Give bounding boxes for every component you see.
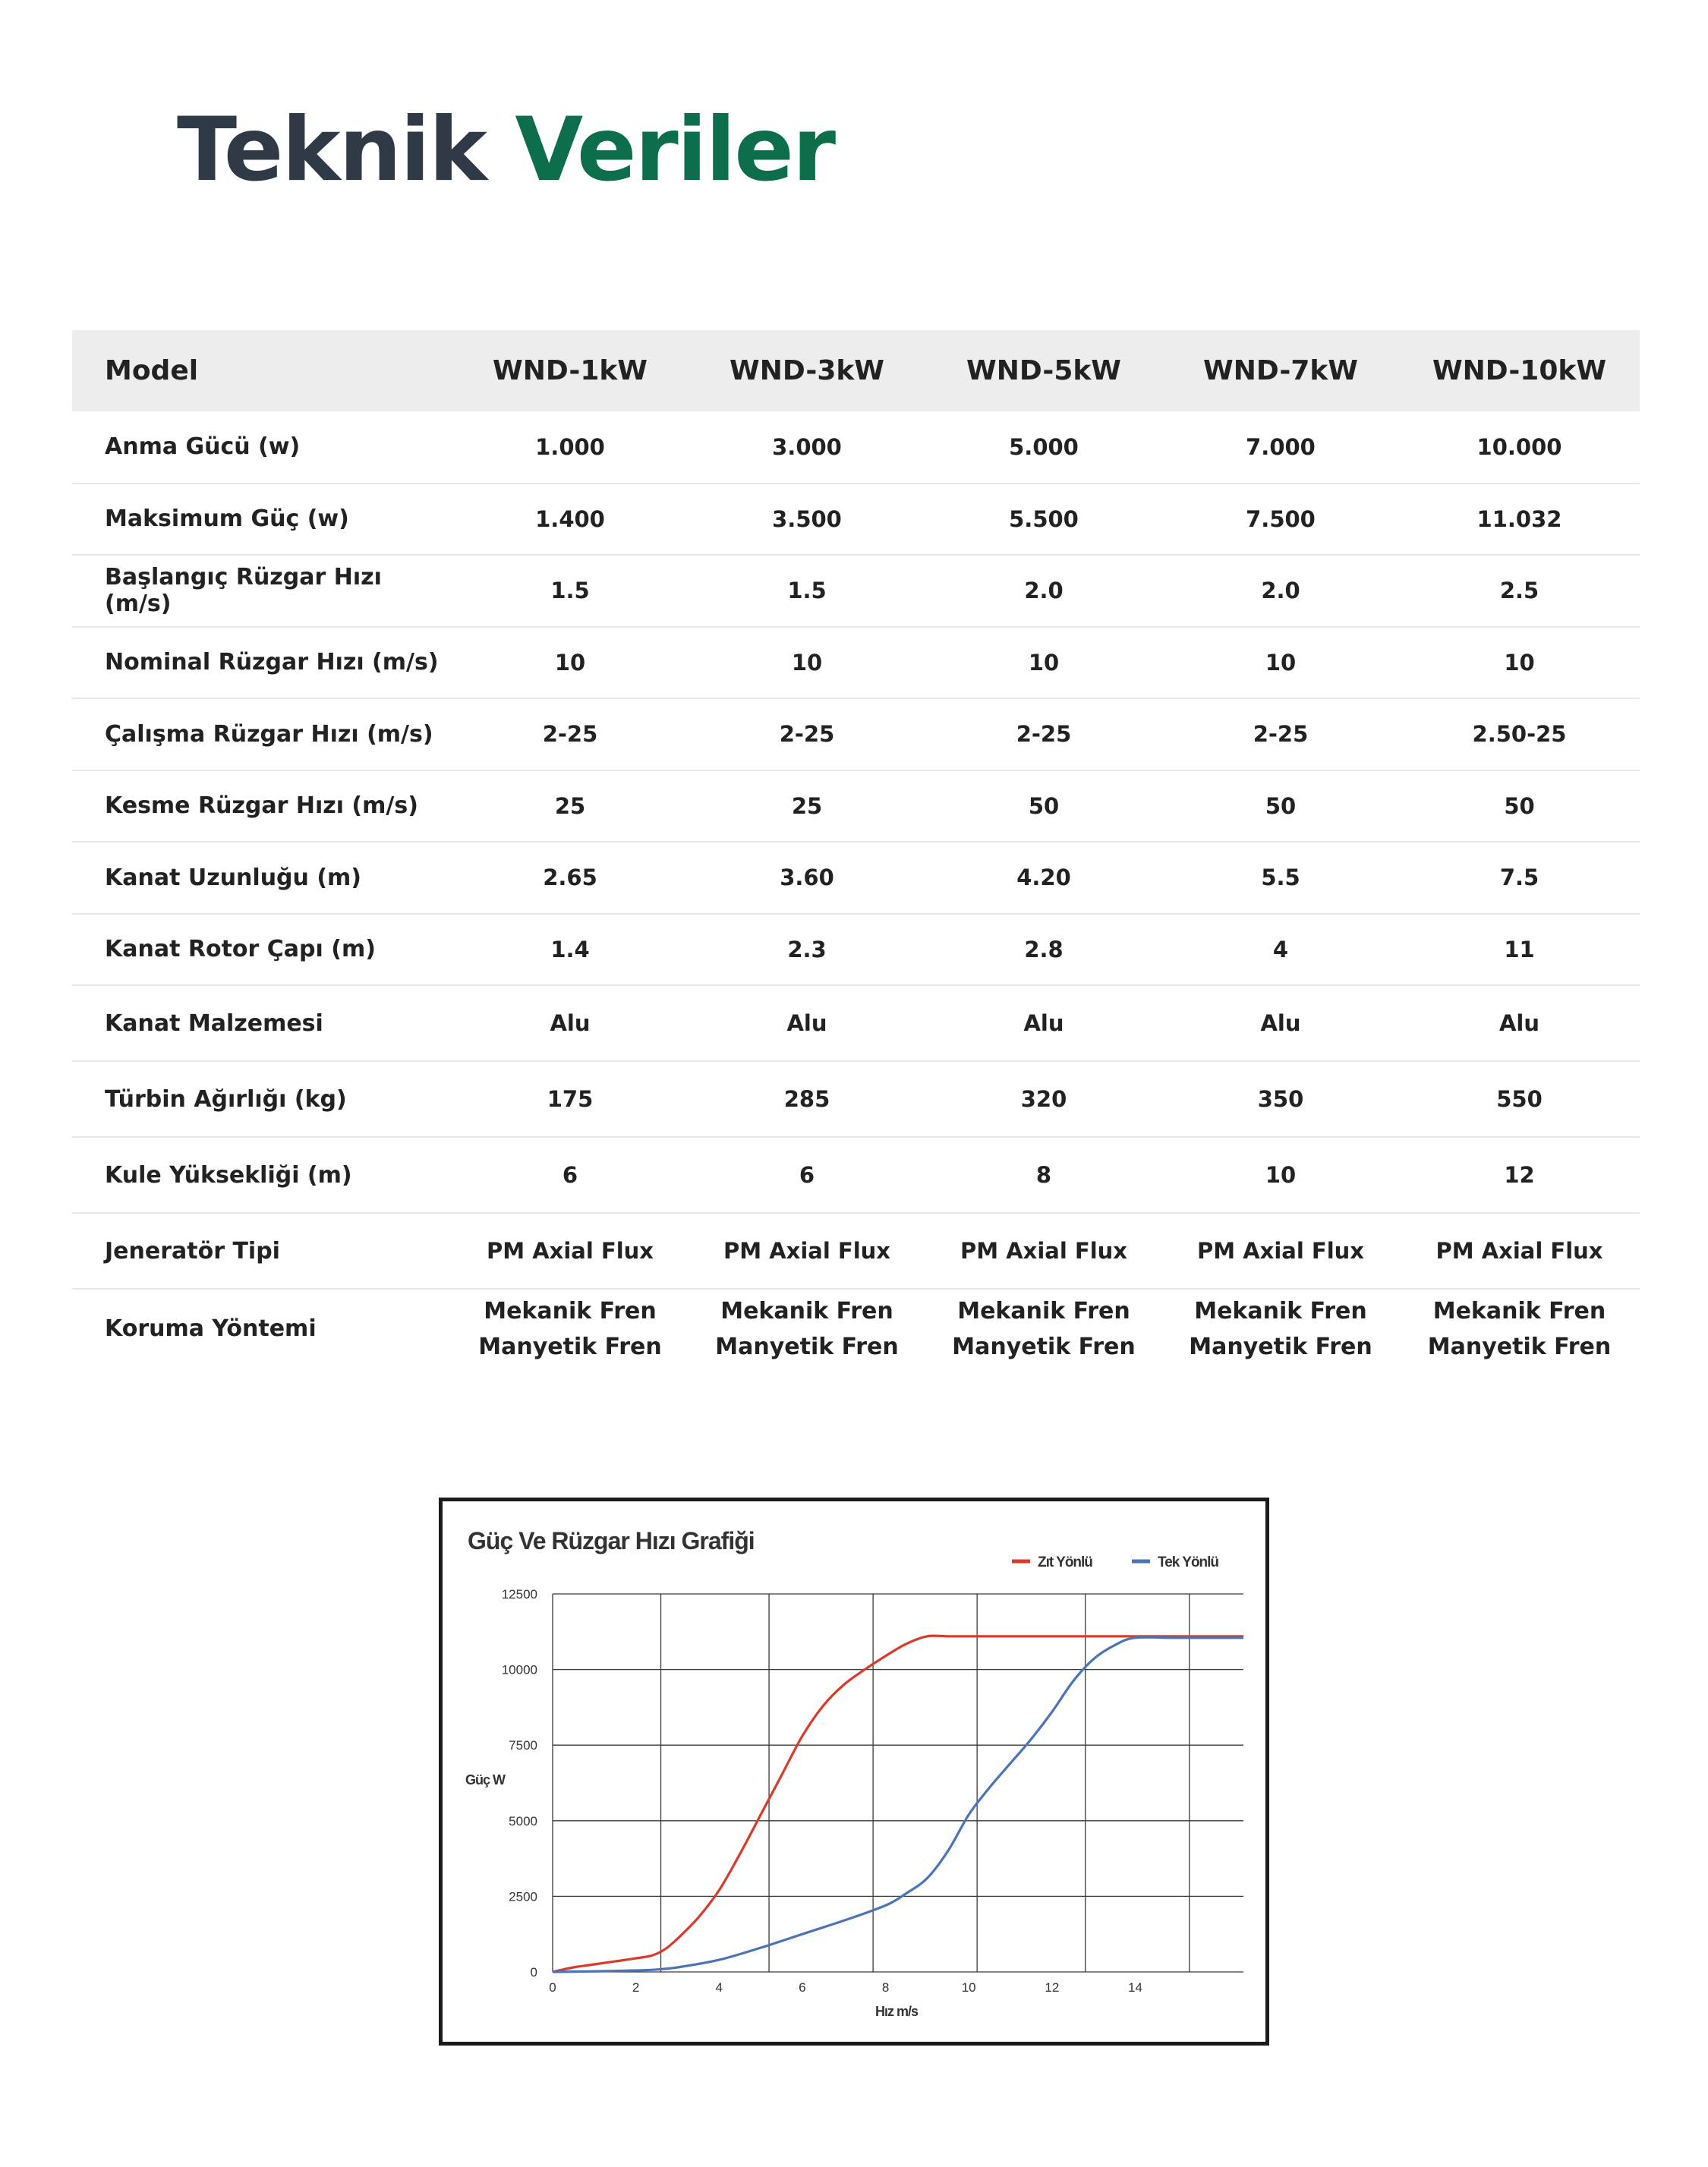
table-cell: 50: [1399, 770, 1640, 843]
table-cell: 2-25: [925, 698, 1162, 770]
table-cell: 1.4: [452, 914, 689, 986]
x-tick-label: 2: [632, 1980, 640, 1995]
row-label: Nominal Rüzgar Hızı (m/s): [72, 627, 452, 699]
table-cell: [1399, 1289, 1640, 1368]
row-label: Koruma Yöntemi: [105, 1315, 317, 1342]
y-axis-label: Güç W: [465, 1772, 505, 1787]
table-row: [72, 770, 1640, 843]
table-cell: 6: [452, 1137, 689, 1213]
table-cell: 2.0: [1162, 555, 1399, 627]
legend-label: Tek Yönlü: [1158, 1554, 1219, 1570]
table-row: [72, 985, 1640, 1061]
table-row: [72, 698, 1640, 770]
table-cell: 11: [1399, 914, 1640, 986]
chart-title: Güç Ve Rüzgar Hızı Grafiği: [468, 1527, 755, 1554]
row-label: Başlangıç Rüzgar Hızı (m/s): [72, 555, 452, 627]
y-tick-label: 12500: [501, 1587, 537, 1602]
table-cell: 4: [1162, 914, 1399, 986]
table-cell: [1162, 1289, 1399, 1368]
spec-table-header: [72, 330, 1640, 411]
protection-line1: Mekanik Fren: [720, 1297, 893, 1324]
table-cell: 25: [689, 770, 925, 843]
series-line-tek-yonlu: [553, 1637, 1243, 1972]
protection-line1: Mekanik Fren: [1432, 1297, 1606, 1324]
x-axis-label: Hız m/s: [874, 2004, 919, 2019]
table-cell: 7.500: [1162, 483, 1399, 556]
table-row: [72, 1137, 1640, 1213]
protection-line1: Mekanik Fren: [957, 1297, 1130, 1324]
table-cell: PM Axial Flux: [452, 1213, 689, 1289]
table-cell: PM Axial Flux: [1399, 1213, 1640, 1289]
x-tick-label: 8: [881, 1980, 890, 1995]
row-label: Kanat Rotor Çapı (m): [72, 914, 452, 986]
table-cell: 25: [452, 770, 689, 843]
table-cell: 3.000: [689, 411, 925, 483]
table-cell: 7.5: [1399, 842, 1640, 914]
table-cell: Alu: [689, 985, 925, 1061]
table-cell: Alu: [925, 985, 1162, 1061]
table-cell: 10: [1399, 627, 1640, 699]
protection-line2: Manyetik Fren: [952, 1333, 1136, 1360]
power-wind-chart: [439, 1498, 1269, 2046]
table-cell: 10: [1162, 627, 1399, 699]
table-cell: 10: [925, 627, 1162, 699]
table-cell: 10: [689, 627, 925, 699]
table-row-protection: [72, 1289, 1640, 1368]
x-tick-label: 12: [1045, 1980, 1060, 1995]
row-label: Kanat Malzemesi: [72, 985, 452, 1061]
table-cell: 50: [1162, 770, 1399, 843]
table-cell: PM Axial Flux: [1162, 1213, 1399, 1289]
table-row: [72, 555, 1640, 627]
table-cell: 3.60: [689, 842, 925, 914]
y-tick-label: 10000: [501, 1662, 537, 1677]
title-word-teknik: Teknik: [177, 99, 487, 201]
header-model: WND-1kW: [492, 355, 648, 386]
table-cell: 5.500: [925, 483, 1162, 556]
table-cell: 320: [925, 1061, 1162, 1137]
table-cell: 2.5: [1399, 555, 1640, 627]
table-cell: [452, 1289, 689, 1368]
table-row: [72, 1061, 1640, 1137]
table-row: [72, 842, 1640, 914]
spec-table: [72, 330, 1640, 1368]
table-cell: 3.500: [689, 483, 925, 556]
row-label: Maksimum Güç (w): [72, 483, 452, 556]
table-cell: Alu: [452, 985, 689, 1061]
table-cell: 2.50-25: [1399, 698, 1640, 770]
row-label: Anma Gücü (w): [72, 411, 452, 483]
x-tick-label: 10: [961, 1980, 976, 1995]
table-cell: 2.8: [925, 914, 1162, 986]
x-tick-label: 14: [1128, 1980, 1142, 1995]
protection-line1: Mekanik Fren: [1194, 1297, 1367, 1324]
table-cell: 5.000: [925, 411, 1162, 483]
legend-label: Zıt Yönlü: [1038, 1554, 1092, 1570]
y-tick-label: 0: [530, 1965, 537, 1980]
row-label: Çalışma Rüzgar Hızı (m/s): [72, 698, 452, 770]
table-cell: [689, 1289, 925, 1368]
table-row: [72, 1213, 1640, 1289]
table-cell: 1.5: [689, 555, 925, 627]
table-cell: 2.0: [925, 555, 1162, 627]
table-cell: 175: [452, 1061, 689, 1137]
table-cell: 2.65: [452, 842, 689, 914]
row-label: Kanat Uzunluğu (m): [72, 842, 452, 914]
table-cell: 12: [1399, 1137, 1640, 1213]
chart-canvas: [443, 1501, 1265, 2042]
table-cell: 1.000: [452, 411, 689, 483]
row-label: Kesme Rüzgar Hızı (m/s): [72, 770, 452, 843]
table-cell: 4.20: [925, 842, 1162, 914]
row-label: Türbin Ağırlığı (kg): [72, 1061, 452, 1137]
protection-line1: Mekanik Fren: [484, 1297, 657, 1324]
spec-table-body: [72, 411, 1640, 1368]
table-cell: 5.5: [1162, 842, 1399, 914]
header-model-label: Model: [105, 355, 199, 386]
table-cell: 2.3: [689, 914, 925, 986]
table-cell: 7.000: [1162, 411, 1399, 483]
protection-line2: Manyetik Fren: [715, 1333, 899, 1360]
table-cell: 10: [452, 627, 689, 699]
protection-line2: Manyetik Fren: [478, 1333, 662, 1360]
table-cell: 11.032: [1399, 483, 1640, 556]
table-cell: 6: [689, 1137, 925, 1213]
table-cell: 2-25: [452, 698, 689, 770]
table-cell: 10.000: [1399, 411, 1640, 483]
table-cell: 350: [1162, 1061, 1399, 1137]
table-cell: Alu: [1162, 985, 1399, 1061]
x-tick-label: 0: [549, 1980, 556, 1995]
series-line-zit-yonlu: [553, 1636, 1243, 1972]
page-title: [177, 97, 834, 203]
protection-line2: Manyetik Fren: [1427, 1333, 1612, 1360]
header-model: WND-7kW: [1202, 355, 1359, 386]
table-cell: 10: [1162, 1137, 1399, 1213]
header-model: WND-3kW: [729, 355, 885, 386]
table-cell: 1.400: [452, 483, 689, 556]
table-cell: 2-25: [689, 698, 925, 770]
table-cell: PM Axial Flux: [925, 1213, 1162, 1289]
table-cell: PM Axial Flux: [689, 1213, 925, 1289]
row-label: Kule Yüksekliği (m): [72, 1137, 452, 1213]
table-cell: 550: [1399, 1061, 1640, 1137]
table-cell: 50: [925, 770, 1162, 843]
table-cell: 1.5: [452, 555, 689, 627]
table-cell: 2-25: [1162, 698, 1399, 770]
table-cell: 285: [689, 1061, 925, 1137]
x-tick-label: 6: [799, 1980, 806, 1995]
table-row: [72, 914, 1640, 986]
table-row: [72, 483, 1640, 556]
y-tick-label: 7500: [509, 1738, 537, 1753]
title-word-veriler: Veriler: [515, 99, 835, 201]
header-model: WND-5kW: [966, 355, 1122, 386]
table-cell: 8: [925, 1137, 1162, 1213]
x-tick-label: 4: [715, 1980, 723, 1995]
table-row: [72, 627, 1640, 699]
table-cell: Alu: [1399, 985, 1640, 1061]
y-tick-label: 2500: [509, 1889, 537, 1904]
header-model: WND-10kW: [1432, 355, 1607, 386]
row-label: Jeneratör Tipi: [72, 1213, 452, 1289]
protection-line2: Manyetik Fren: [1189, 1333, 1372, 1360]
table-cell: [925, 1289, 1162, 1368]
y-tick-label: 5000: [509, 1813, 537, 1828]
table-row: [72, 411, 1640, 483]
